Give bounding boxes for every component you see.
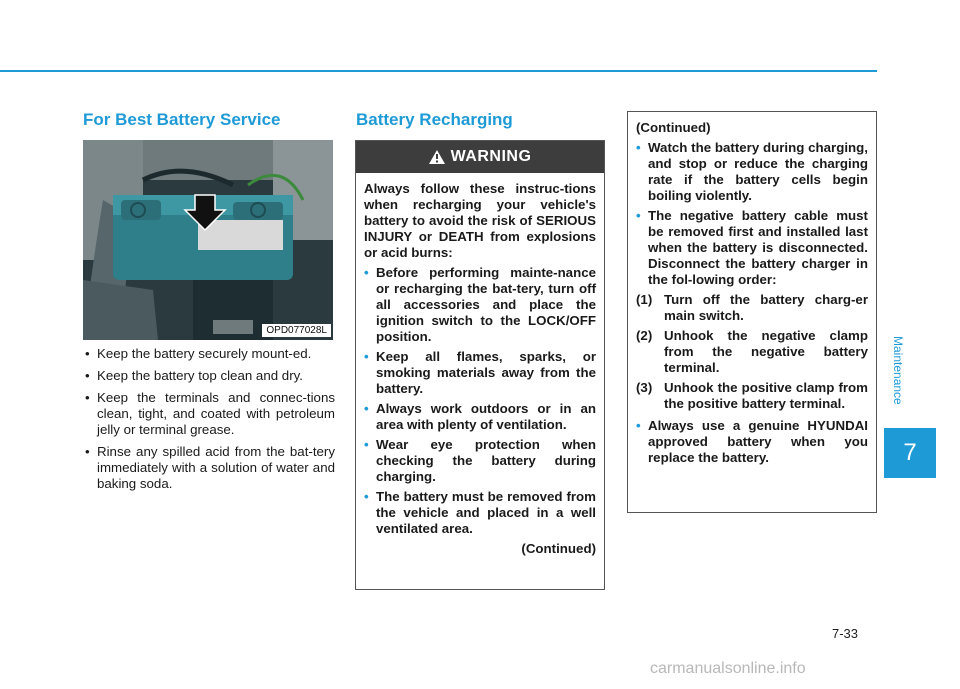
- list-item: • Watch the battery during charging, and stop or reduce the charging rate if the battery cells begin boiling violently.: [636, 140, 868, 204]
- warning-title: WARNING: [450, 148, 532, 165]
- warning-list: [364, 265, 596, 537]
- step-text: Unhook the negative clamp from the negative battery terminal.: [664, 328, 868, 375]
- warning-box: [355, 140, 605, 590]
- step-item: [636, 292, 868, 324]
- step-item: [636, 380, 868, 412]
- continued-list: [636, 140, 868, 288]
- continued-warning-box: [627, 111, 877, 513]
- step-number: (3): [636, 380, 653, 395]
- section-heading-battery-recharging: Battery Recharging: [356, 110, 513, 129]
- list-item: • The battery must be removed from the vehicle and placed in a well ventilated area.: [364, 489, 596, 537]
- photo-code-label: OPD077028L: [262, 324, 331, 337]
- list-item: • The negative battery cable must be removed first and installed last when the battery is disconnected. Disconnect the battery charger in the fol-lowing order:: [636, 208, 868, 288]
- list-item: • Before performing mainte-nance or recharging the bat-tery, turn off all accessories and place the ignition switch to the LOCK/OFF position.: [364, 265, 596, 345]
- list-item: • Keep the battery top clean and dry.: [83, 368, 335, 384]
- list-item: • Wear eye protection when checking the battery during charging.: [364, 437, 596, 485]
- list-item: • Always use a genuine HYUNDAI approved battery when you replace the battery.: [636, 418, 868, 466]
- step-item: [636, 328, 868, 376]
- battery-service-tips: [83, 346, 335, 498]
- watermark: carmanualsonline.info: [650, 660, 806, 677]
- warning-continued: (Continued): [521, 541, 596, 556]
- step-number: (2): [636, 328, 653, 343]
- chapter-side-label: Maintenance: [891, 336, 905, 405]
- warning-triangle-icon: [429, 150, 445, 164]
- list-item: • Rinse any spilled acid from the bat-tery immediately with a solution of water and baking soda.: [83, 444, 335, 492]
- chapter-tab: 7: [884, 428, 936, 478]
- list-item: • Keep the battery securely mount-ed.: [83, 346, 335, 362]
- disconnect-steps: [636, 292, 868, 412]
- section-heading-best-battery-service: For Best Battery Service: [83, 110, 281, 129]
- list-item: • Keep the terminals and connec-tions clean, tight, and coated with petroleum jelly or terminal grease.: [83, 390, 335, 438]
- step-number: (1): [636, 292, 653, 307]
- step-text: Unhook the positive clamp from the positive battery terminal.: [664, 380, 868, 411]
- warning-intro: Always follow these instruc-tions when recharging your vehicle's battery to avoid the risk of SERIOUS INJURY or DEATH from explosions or acid burns:: [364, 181, 596, 260]
- battery-photo: [83, 140, 333, 340]
- page-number: 7-33: [832, 626, 859, 641]
- top-rule: [0, 70, 877, 72]
- continued-header: (Continued): [636, 120, 711, 135]
- continued-list-end: [636, 418, 868, 466]
- battery-illustration: [83, 140, 333, 340]
- warning-header: [356, 141, 604, 173]
- list-item: • Always work outdoors or in an area with plenty of ventilation.: [364, 401, 596, 433]
- step-text: Turn off the battery charg-er main switch.: [664, 292, 868, 323]
- list-item: • Keep all flames, sparks, or smoking materials away from the battery.: [364, 349, 596, 397]
